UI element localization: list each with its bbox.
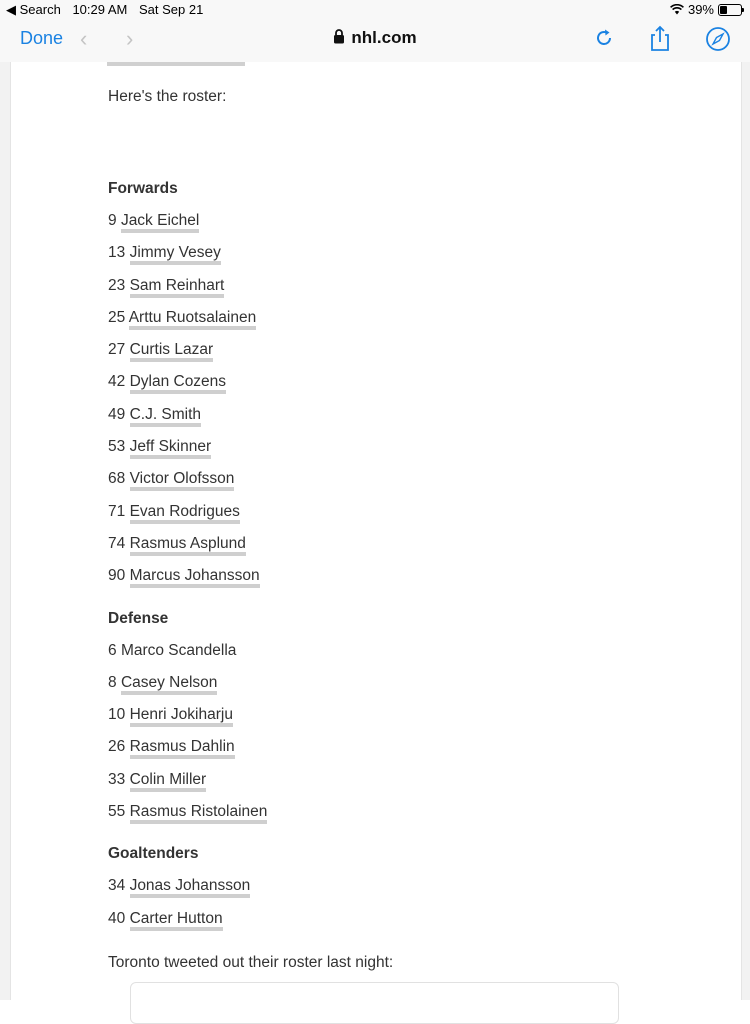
roster-section-title: Goaltenders: [108, 845, 199, 863]
roster-row: [108, 736, 668, 768]
player-link[interactable]: Jonas Johansson: [130, 877, 251, 898]
roster-row: [108, 210, 668, 242]
jersey-number: 8: [108, 673, 117, 691]
player-link[interactable]: Jimmy Vesey: [130, 244, 221, 265]
address-bar[interactable]: [0, 28, 750, 48]
player-link[interactable]: Marcus Johansson: [130, 567, 260, 588]
roster-row: [108, 468, 668, 500]
article-body: [108, 86, 668, 989]
lock-icon: [333, 29, 345, 44]
roster-row: [108, 672, 668, 704]
jersey-number: 49: [108, 405, 126, 423]
clipped-link-underline: [107, 62, 245, 66]
back-app-label: Search: [19, 2, 61, 17]
jersey-number: 6: [108, 641, 117, 659]
player-link[interactable]: Sam Reinhart: [130, 277, 225, 298]
article-intro: Here's the roster:: [108, 88, 227, 105]
roster-row: [108, 275, 668, 307]
jersey-number: 68: [108, 470, 126, 488]
jersey-number: 74: [108, 534, 126, 552]
page-margin-left: [0, 62, 10, 1000]
jersey-number: 23: [108, 276, 126, 294]
article-outro: Toronto tweeted out their roster last night:: [108, 953, 394, 971]
player-link[interactable]: Colin Miller: [130, 771, 207, 792]
player-link[interactable]: Rasmus Ristolainen: [130, 803, 268, 824]
roster-sections: [108, 178, 668, 940]
player-link[interactable]: C.J. Smith: [130, 406, 201, 427]
jersey-number: 71: [108, 502, 126, 520]
jersey-number: 34: [108, 877, 126, 895]
roster-row: [108, 242, 668, 274]
forward-arrow-icon[interactable]: ›: [126, 26, 134, 51]
jersey-number: 9: [108, 212, 117, 229]
tweet-embed[interactable]: [130, 982, 619, 1024]
player-link[interactable]: Jack Eichel: [121, 212, 199, 233]
roster-row: [108, 801, 668, 833]
player-link[interactable]: Victor Olofsson: [130, 470, 235, 491]
status-date: Sat Sep 21: [139, 2, 204, 17]
share-icon[interactable]: [646, 24, 674, 52]
roster-row: [108, 307, 668, 339]
roster-row: [108, 908, 668, 940]
back-to-app-link[interactable]: ◀ Search: [6, 2, 61, 17]
safari-compass-icon[interactable]: [704, 24, 732, 52]
jersey-number: 33: [108, 770, 126, 788]
back-arrow-icon[interactable]: ‹: [80, 26, 88, 51]
player-link[interactable]: Jeff Skinner: [130, 438, 212, 459]
roster-row: [108, 704, 668, 736]
player-link[interactable]: Casey Nelson: [121, 674, 218, 695]
roster-row: [108, 371, 668, 403]
player-link[interactable]: Arttu Ruotsalainen: [129, 309, 257, 330]
jersey-number: 53: [108, 438, 126, 456]
player-name: Marco Scandella: [120, 641, 237, 659]
browser-toolbar: [0, 20, 750, 60]
roster-row: [108, 875, 668, 907]
player-link[interactable]: Carter Hutton: [130, 910, 223, 931]
section-gap: [108, 598, 668, 608]
roster-row: [108, 769, 668, 801]
player-link[interactable]: Rasmus Dahlin: [130, 738, 235, 759]
roster-row: [108, 404, 668, 436]
jersey-number: 25: [108, 308, 126, 326]
jersey-number: 40: [108, 909, 126, 927]
roster-row: [108, 565, 668, 597]
section-gap: [108, 833, 668, 843]
status-bar: [0, 0, 750, 20]
battery-fill: [720, 6, 727, 14]
wifi-icon: [670, 4, 684, 15]
player-link[interactable]: Henri Jokiharju: [130, 706, 233, 727]
player-link[interactable]: Rasmus Asplund: [130, 535, 246, 556]
roster-row: [108, 436, 668, 468]
player-link[interactable]: Evan Rodrigues: [130, 503, 240, 524]
url-text: nhl.com: [351, 28, 417, 47]
jersey-number: 26: [108, 738, 126, 756]
player-link[interactable]: Dylan Cozens: [130, 373, 227, 394]
jersey-number: 55: [108, 803, 126, 821]
jersey-number: 13: [108, 244, 126, 262]
roster-row: [108, 501, 668, 533]
roster-section-title: Defense: [108, 609, 169, 627]
reload-icon[interactable]: [590, 24, 618, 52]
done-button[interactable]: Done: [20, 28, 64, 48]
roster-row: [108, 339, 668, 371]
jersey-number: 90: [108, 567, 126, 585]
battery-percent: 39%: [687, 2, 714, 17]
roster-section-title: Forwards: [108, 180, 178, 197]
roster-row: [108, 533, 668, 565]
player-link[interactable]: Curtis Lazar: [130, 341, 214, 362]
battery-icon: [718, 4, 742, 16]
jersey-number: 42: [108, 373, 126, 391]
browser-chrome: [0, 0, 750, 63]
status-time: 10:29 AM: [72, 2, 128, 17]
jersey-number: 10: [108, 706, 126, 724]
jersey-number: 27: [108, 341, 126, 359]
roster-row: [108, 640, 668, 672]
